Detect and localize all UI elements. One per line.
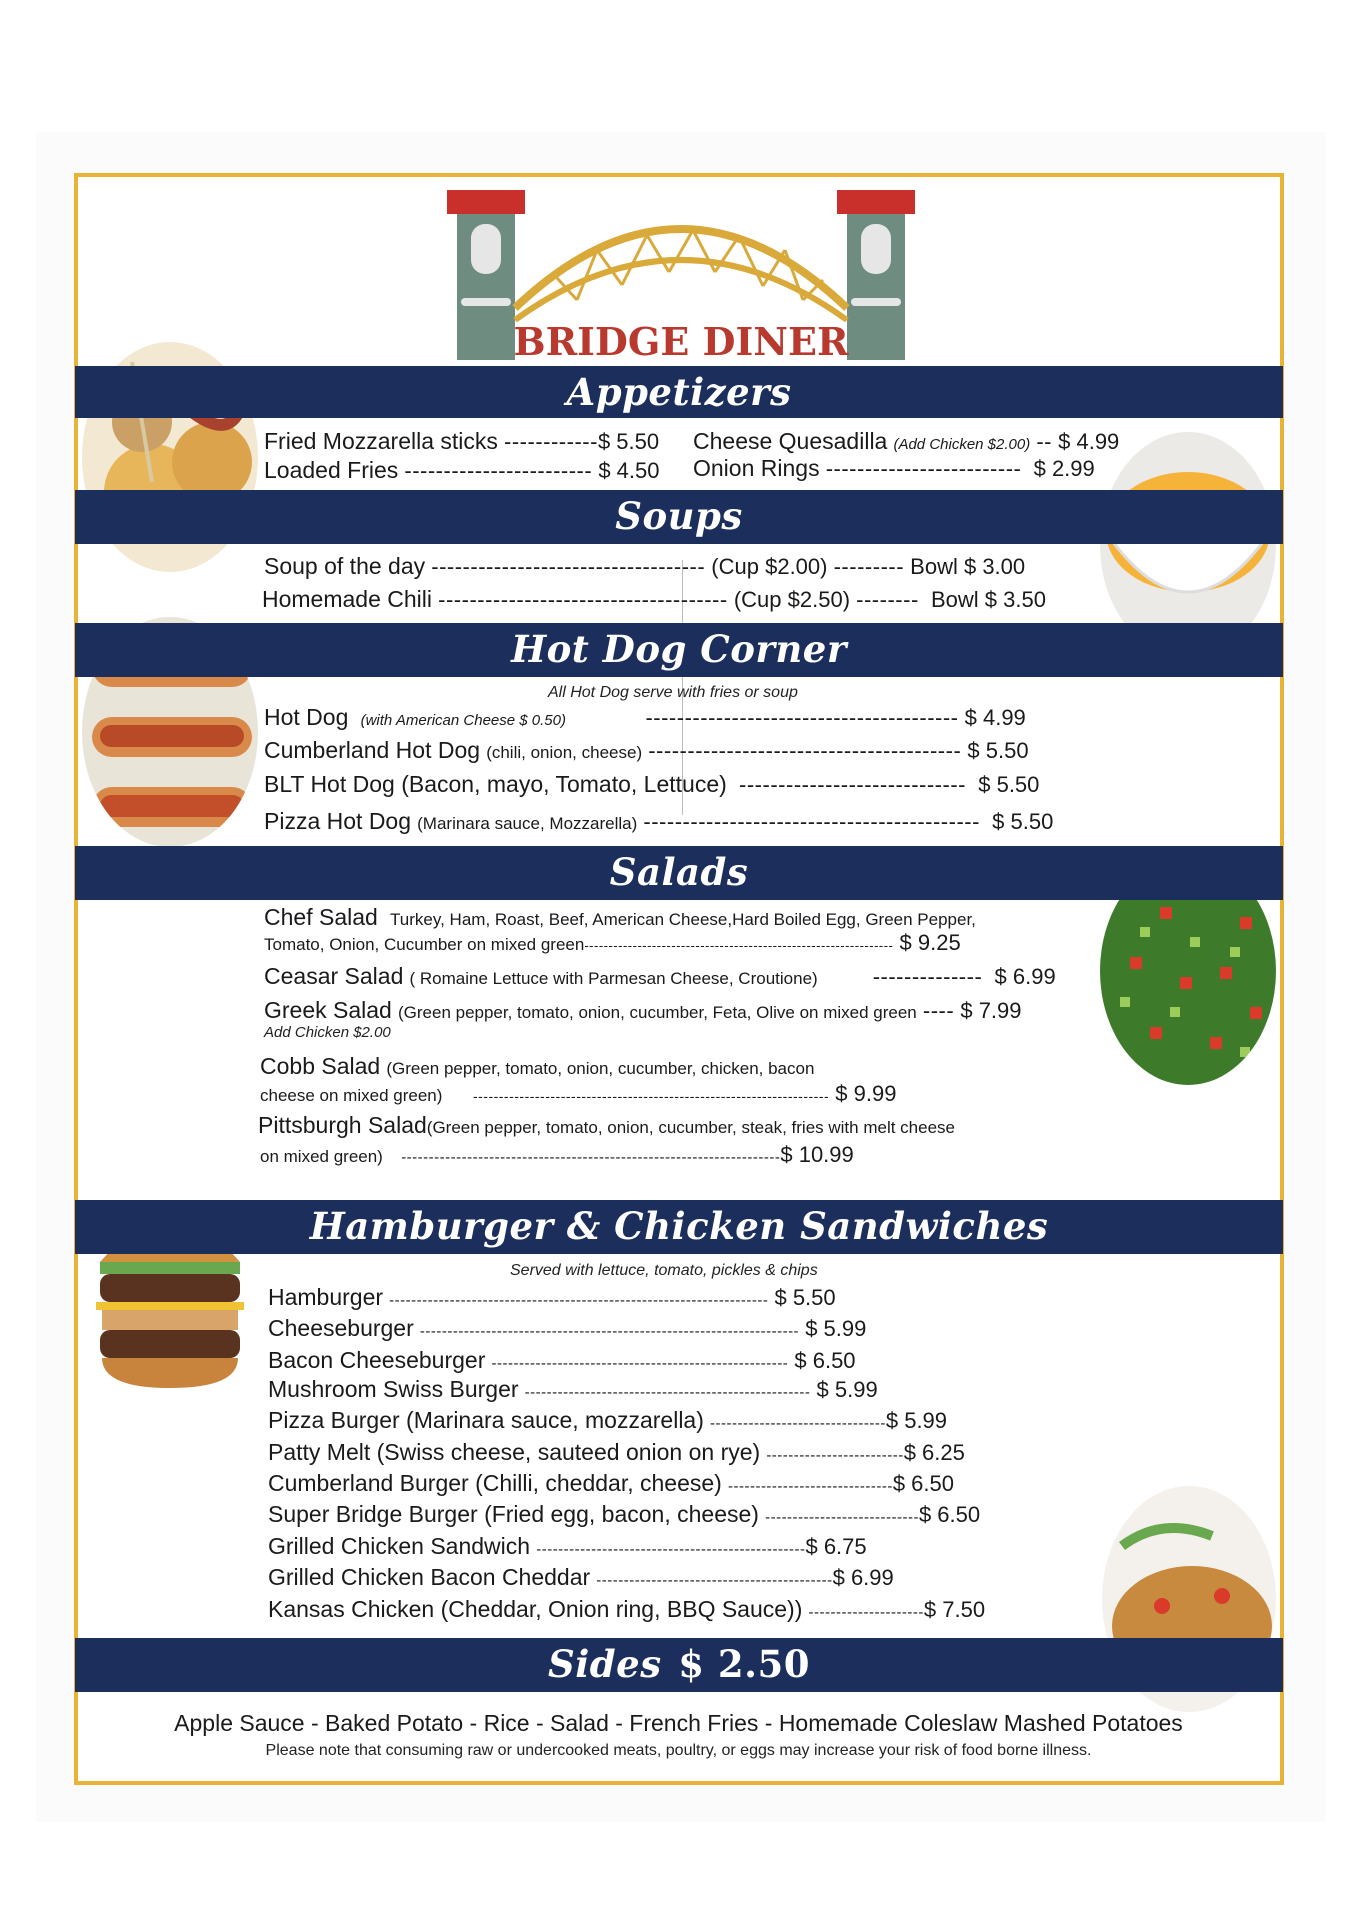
hotdog-note: All Hot Dog serve with fries or soup bbox=[548, 684, 798, 701]
menu-item: Cobb Salad (Green pepper, tomato, onion, cucumber, chicken, bacon bbox=[260, 1053, 815, 1079]
menu-item: Cumberland Hot Dog (chili, onion, cheese) ---------------------------------------- $ 5.50 bbox=[264, 737, 1029, 763]
greek-salad-note: Add Chicken $2.00 bbox=[264, 1024, 391, 1041]
burgers-note: Served with lettuce, tomato, pickles & chips bbox=[510, 1262, 818, 1279]
menu-item: Cheeseburger --------------------------------------------------------------------- $ 5.99 bbox=[268, 1315, 867, 1341]
menu-item: Greek Salad (Green pepper, tomato, onion, cucumber, Feta, Olive on mixed green ---- $ 7.99 bbox=[264, 997, 1022, 1023]
menu-item: Soup of the day ----------------------------------- (Cup $2.00) --------- Bowl $ 3.00 bbox=[264, 553, 1026, 579]
menu-item: Loaded Fries ------------------------ $ 4.50 bbox=[264, 457, 660, 483]
menu-item: Hamburger --------------------------------------------------------------------- $ 5.50 bbox=[268, 1284, 836, 1310]
menu-item: Onion Rings ------------------------- $ 2.99 bbox=[693, 455, 1095, 481]
menu-item: Hot Dog (with American Cheese $ 0.50) ---------------------------------------- $ 4.99 bbox=[264, 704, 1026, 730]
menu-item: BLT Hot Dog (Bacon, mayo, Tomato, Lettuce) ----------------------------- $ 5.50 bbox=[264, 771, 1040, 797]
sides-title: Sides bbox=[548, 1642, 662, 1686]
sides-list: Apple Sauce - Baked Potato - Rice - Salad - French Fries - Homemade Coleslaw Mashed Potatoes bbox=[174, 1710, 1183, 1736]
food-warning: Please note that consuming raw or undercooked meats, poultry, or eggs may increase your risk of food borne illness. bbox=[265, 1742, 1092, 1759]
hotdog-header bbox=[75, 623, 1283, 677]
appetizers-header bbox=[75, 366, 1283, 418]
salads-title: Salads bbox=[609, 850, 749, 894]
menu-item: Cheese Quesadilla (Add Chicken $2.00) -- $ 4.99 bbox=[693, 428, 1120, 454]
menu-item: Kansas Chicken (Cheddar, Onion ring, BBQ Sauce)) ---------------------$ 7.50 bbox=[268, 1596, 986, 1622]
menu-item: Grilled Chicken Sandwich -------------------------------------------------$ 6.75 bbox=[268, 1533, 867, 1559]
logo-text: BRIDGE DINER bbox=[513, 319, 849, 364]
soups-header bbox=[75, 490, 1283, 544]
burgers-header bbox=[75, 1200, 1283, 1254]
menu-item: Ceasar Salad ( Romaine Lettuce with Parmesan Cheese, Croutione) -------------- $ 6.99 bbox=[264, 963, 1056, 989]
hotdog-title: Hot Dog Corner bbox=[511, 627, 847, 671]
sides-header bbox=[75, 1638, 1283, 1692]
menu-item: Bacon Cheeseburger ------------------------------------------------------ $ 6.50 bbox=[268, 1347, 856, 1373]
salads-header bbox=[75, 846, 1283, 900]
bridge-diner-logo bbox=[447, 190, 915, 366]
menu-item: on mixed green) ---------------------------------------------------------------------$ 10.99 bbox=[260, 1142, 854, 1167]
menu-item: Chef Salad Turkey, Ham, Roast, Beef, American Cheese,Hard Boiled Egg, Green Pepper, bbox=[264, 904, 976, 930]
soups-title: Soups bbox=[615, 494, 743, 538]
sides-price: $ 2.50 bbox=[678, 1642, 810, 1686]
menu-item: cheese on mixed green) --------------------------------------------------------------------- $ 9.99 bbox=[260, 1081, 897, 1106]
menu-item: Super Bridge Burger (Fried egg, bacon, cheese) ----------------------------$ 6.50 bbox=[268, 1501, 981, 1527]
menu-item: Pittsburgh Salad(Green pepper, tomato, onion, cucumber, steak, fries with melt cheese bbox=[258, 1112, 955, 1138]
menu-item: Tomato, Onion, Cucumber on mixed green---------------------------------------------------------------- $ 9.25 bbox=[264, 930, 961, 955]
burgers-title: Hamburger & Chicken Sandwiches bbox=[309, 1204, 1049, 1248]
menu-item: Fried Mozzarella sticks ------------$ 5.50 bbox=[264, 428, 660, 454]
menu-item: Homemade Chili ------------------------------------- (Cup $2.50) -------- Bowl $ 3.50 bbox=[262, 586, 1046, 612]
menu-item: Pizza Hot Dog (Marinara sauce, Mozzarella) ------------------------------------------- $ 5.50 bbox=[264, 808, 1054, 834]
menu-item: Patty Melt (Swiss cheese, sauteed onion on rye) -------------------------$ 6.25 bbox=[268, 1439, 965, 1465]
appetizers-title: Appetizers bbox=[566, 370, 792, 414]
menu-item: Pizza Burger (Marinara sauce, mozzarella) --------------------------------$ 5.99 bbox=[268, 1407, 948, 1433]
menu-item: Mushroom Swiss Burger ---------------------------------------------------- $ 5.99 bbox=[268, 1376, 878, 1402]
menu-item: Cumberland Burger (Chilli, cheddar, cheese) ------------------------------$ 6.50 bbox=[268, 1470, 954, 1496]
menu-item: Grilled Chicken Bacon Cheddar -------------------------------------------$ 6.99 bbox=[268, 1564, 894, 1590]
